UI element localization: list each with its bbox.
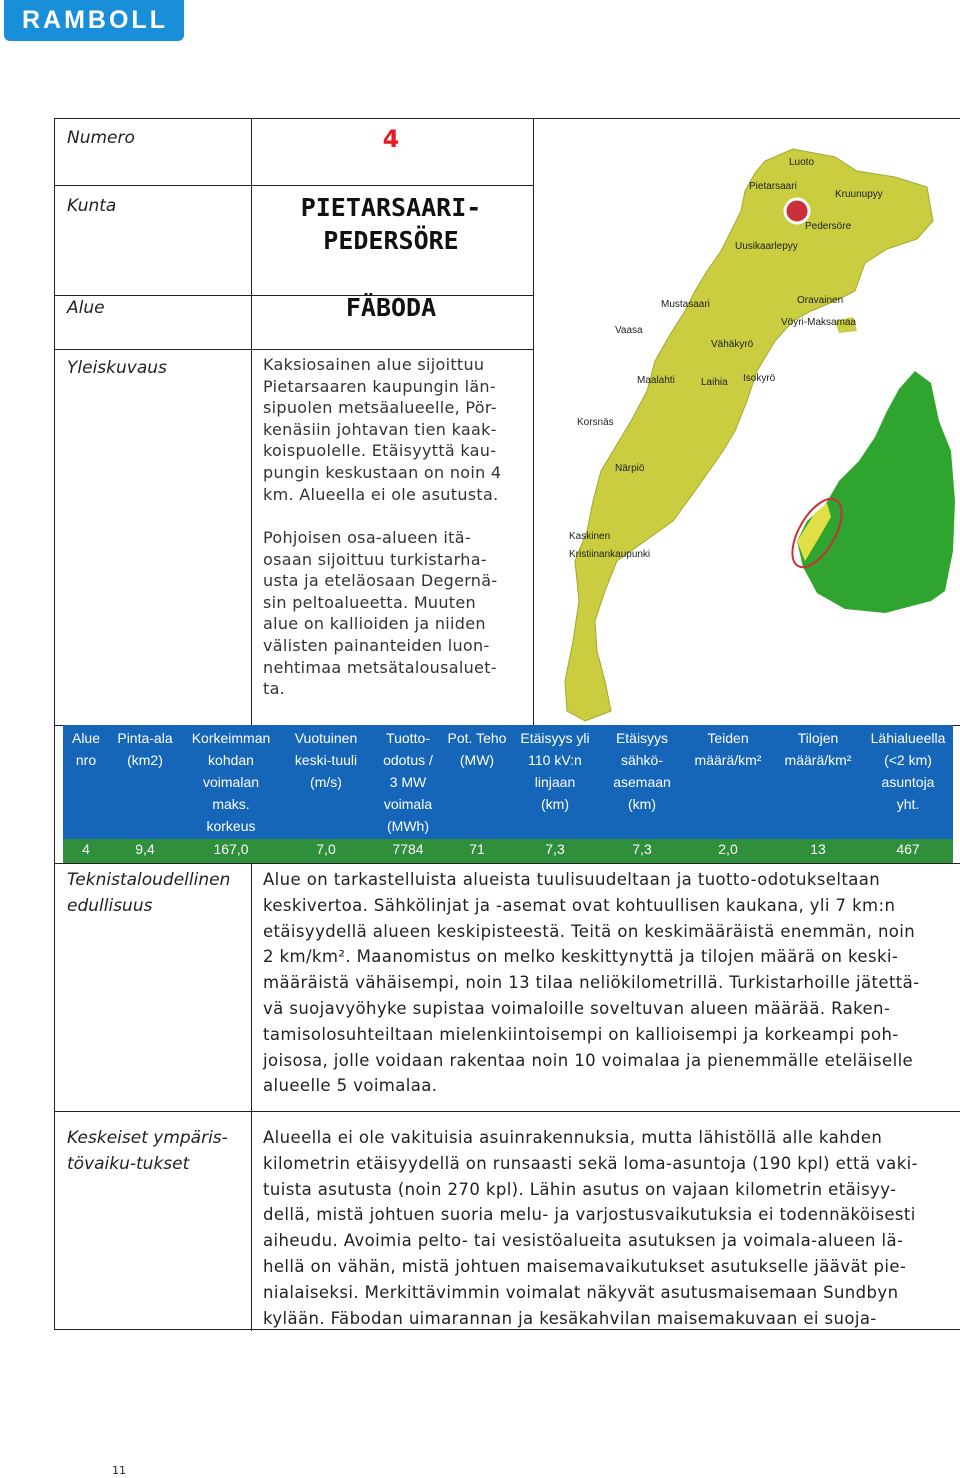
description-line: alue on kallioiden ja niiden [263,614,486,634]
map-label: Isokyrö [743,373,776,384]
map-label: Kristiinankaupunki [569,549,651,560]
table-cell: 167,0 [213,841,249,857]
header-line: (MW) [459,752,495,768]
row-divider [55,349,533,350]
page-number: 11 [112,1464,126,1477]
text-line: keskivertoa. Sähkölinjat ja -asemat ovat kohtuullisen kaukana, yli 7 km:n [263,895,896,915]
map-label: Vähäkyrö [711,339,754,350]
table-cell: 2,0 [718,841,738,857]
map-label: Korsnäs [577,417,614,428]
header-line: (m/s) [310,774,342,790]
header-line: määrä/km² [784,752,852,768]
text-line: tuista asutusta (noin 270 kpl). Lähin asutus on vajaan kilometrin etäisyy- [263,1179,897,1199]
header-line: Tilojen [797,730,839,746]
header-line: korkeus [206,818,256,834]
header-line: (km) [541,796,569,812]
label-line: tövaiku-tukset [67,1154,190,1174]
column-header-substation-distance [601,727,683,815]
table-cell: 467 [896,841,920,857]
text-line: Alue on tarkastelluista alueista tuulisuudeltaan ja tuotto-odotukseltaan [263,870,881,889]
header-line: (km) [628,796,656,812]
description-line: ta. [263,679,286,699]
header-line: Lähialueella [870,730,946,746]
description-line: pungin keskustaan on noin 4 [263,462,502,482]
column-header-dwellings [863,727,953,815]
text-line: joisosa, jolle voidaan rakentaa noin 10 voimalaa ja pienemmälle eteläiselle [263,1050,914,1070]
description-line: usta ja eteläosaan Degernä- [263,571,498,591]
map-label: Kruunupyy [835,189,883,200]
column-header-yield [371,727,445,837]
header-line: 110 kV:n [528,752,582,768]
tekninen-text [263,867,953,1099]
header-line: nro [75,752,97,768]
table-cell: 71 [469,841,485,857]
row-divider [55,1111,960,1112]
table-cell: 13 [810,841,826,857]
header-line: voimalan [202,774,260,790]
label-column-divider [251,863,252,1331]
kunta-label: Kunta [67,196,117,216]
map-label: Pedersöre [805,221,852,232]
description-line: välisten painanteiden luon- [263,635,490,655]
key-figures-row [63,839,953,863]
header-line: Teiden [707,730,749,746]
text-line: dellä, mistä johtuen suoria melu- ja varjostusvaikutuksia ei todennäköisesti [263,1205,916,1225]
alue-label: Alue [67,298,105,318]
description-line: Pohjoisen osa-alueen itä- [263,528,471,547]
ymparisto-label [67,1125,228,1177]
municipality-line-1: PIETARSAARI- [300,193,482,222]
map-label: Laihia [701,377,728,388]
description-paragraph-2 [263,527,531,700]
tekninen-label [67,867,230,919]
column-header-wind-speed [281,727,371,793]
text-line: 2 km/km². Maanomistus on melko keskittynyttä ja tilojen määrä on keski- [263,947,899,967]
map-label: Pietarsaari [749,181,797,192]
area-name: FÄBODA [345,293,437,322]
table-cell: 7784 [392,841,424,857]
map-label: Mustasaari [661,299,710,310]
text-line: kilometrin etäisyydellä on runsaasti sekä loma-asuntoja (190 kpl) että vaki- [263,1153,918,1173]
text-line: tamisolosuhteiltaan mielenkiintoisempi on kallioisempi ja korkeampi poh- [263,1024,899,1044]
column-header-estates [773,727,863,771]
header-line: asuntoja [881,774,935,790]
text-line: kylään. Fäbodan uimarannan ja kesäkahvilan maisemakuvaan ei suoja- [263,1308,877,1328]
location-marker [785,199,809,223]
header-line: Tuotto- [386,730,430,746]
row-divider [55,185,533,186]
header-line: Pot. Teho [447,730,507,746]
yleiskuvaus-label: Yleiskuvaus [67,358,167,378]
header-line: voimala [383,796,433,812]
column-header-area-number [63,727,109,771]
header-line: Etäisyys [615,730,669,746]
description-line: nehtimaa metsätalousaluet- [263,657,497,677]
description-line: km. Alueella ei ole asutusta. [263,484,499,504]
text-line: nialaiseksi. Merkittävimmin voimalat näkyvät asutusmaisemaan Sundbyn [263,1282,899,1302]
table-cell: 4 [82,841,90,857]
ymparisto-text [263,1125,953,1331]
description-line: kenäsiin johtavan tien kaak- [263,419,497,439]
header-line: Korkeimman [191,730,271,746]
header-line: Vuotuinen [294,730,358,746]
text-line: vä suojavyöhyke supistaa voimaloille soveltuvan alueen määrää. Raken- [263,998,891,1018]
text-line: aiheudu. Avoimia pelto- tai vesistöalueita asutuksen ja voimala-alueen lä- [263,1231,904,1251]
map-label: Kaskinen [569,531,611,542]
ramboll-logo [4,0,184,41]
text-line: hellä on vähän, mistä johtuen maisemavaikutukset asutukselle jäävät pie- [263,1256,907,1276]
label-line: Keskeiset ympäris- [67,1128,228,1148]
map-label: Maalahti [637,375,675,386]
row-divider [55,863,960,864]
map-label: Vaasa [615,325,643,336]
municipality-line-2: PEDERSÖRE [323,226,459,255]
column-header-roads [683,727,773,771]
header-line: Alue [71,730,101,746]
column-header-line-distance [509,727,601,815]
header-line: (MWh) [387,818,429,834]
map-column-divider [533,119,534,725]
column-header-max-height [181,727,281,837]
logo-text: RAMBOLL [22,6,168,34]
header-line: Etäisyys yli [520,730,590,746]
area-card [54,118,960,1330]
header-line: 3 MW [389,774,427,790]
header-line: määrä/km² [694,752,762,768]
numero-label: Numero [67,128,135,148]
description-line: osaan sijoittuu turkistarha- [263,549,487,569]
area-number: 4 [382,125,400,153]
description-line: sin peltoalueetta. Muuten [263,592,476,612]
description-line: Kaksiosainen alue sijoittuu [263,355,485,374]
column-header-area-size [109,727,181,771]
key-figures-header [63,725,953,839]
map-label: Närpiö [615,463,645,474]
header-line: maks. [212,796,250,812]
header-line: yht. [896,796,920,812]
header-line: keski-tuuli [294,752,358,768]
table-cell: 7,3 [632,841,652,857]
location-map [535,121,959,725]
description-paragraph-1 [263,354,531,505]
label-line: edullisuus [67,896,153,916]
description-line: koispuolelle. Etäisyyttä kau- [263,441,497,461]
map-label: Vöyri-Maksamaa [781,317,857,328]
header-line: kohdan [208,752,254,768]
description-line: sipuolen metsäalueelle, Pör- [263,398,497,418]
header-line: asemaan [613,774,671,790]
map-label: Oravainen [797,295,844,306]
header-line: Pinta-ala [117,730,173,746]
header-line: sähkö- [620,752,664,768]
text-line: määräistä vähäisempi, noin 13 tilaa neliökilometrillä. Turkistarhoille jätettä- [263,973,920,993]
header-line: (km2) [127,752,163,768]
description-line: Pietarsaaren kaupungin län- [263,376,496,396]
column-header-power [445,727,509,771]
table-cell: 7,0 [316,841,336,857]
text-line: etäisyydellä alueen keskipisteestä. Teitä on keskimääräistä enemmän, noin [263,921,916,941]
header-line: (<2 km) [884,752,932,768]
table-cell: 9,4 [135,841,155,857]
municipality-name [251,191,531,257]
text-line: Alueella ei ole vakituisia asuinrakennuksia, mutta lähistöllä alle kahden [263,1128,883,1147]
table-cell: 7,3 [545,841,565,857]
map-label: Luoto [789,157,815,168]
text-line: alueelle 5 voimalaa. [263,1076,438,1096]
label-line: Teknistaloudellinen [67,870,231,890]
header-line: linjaan [534,774,576,790]
header-line: odotus / [383,752,433,768]
map-label: Uusikaarlepyy [735,241,798,252]
